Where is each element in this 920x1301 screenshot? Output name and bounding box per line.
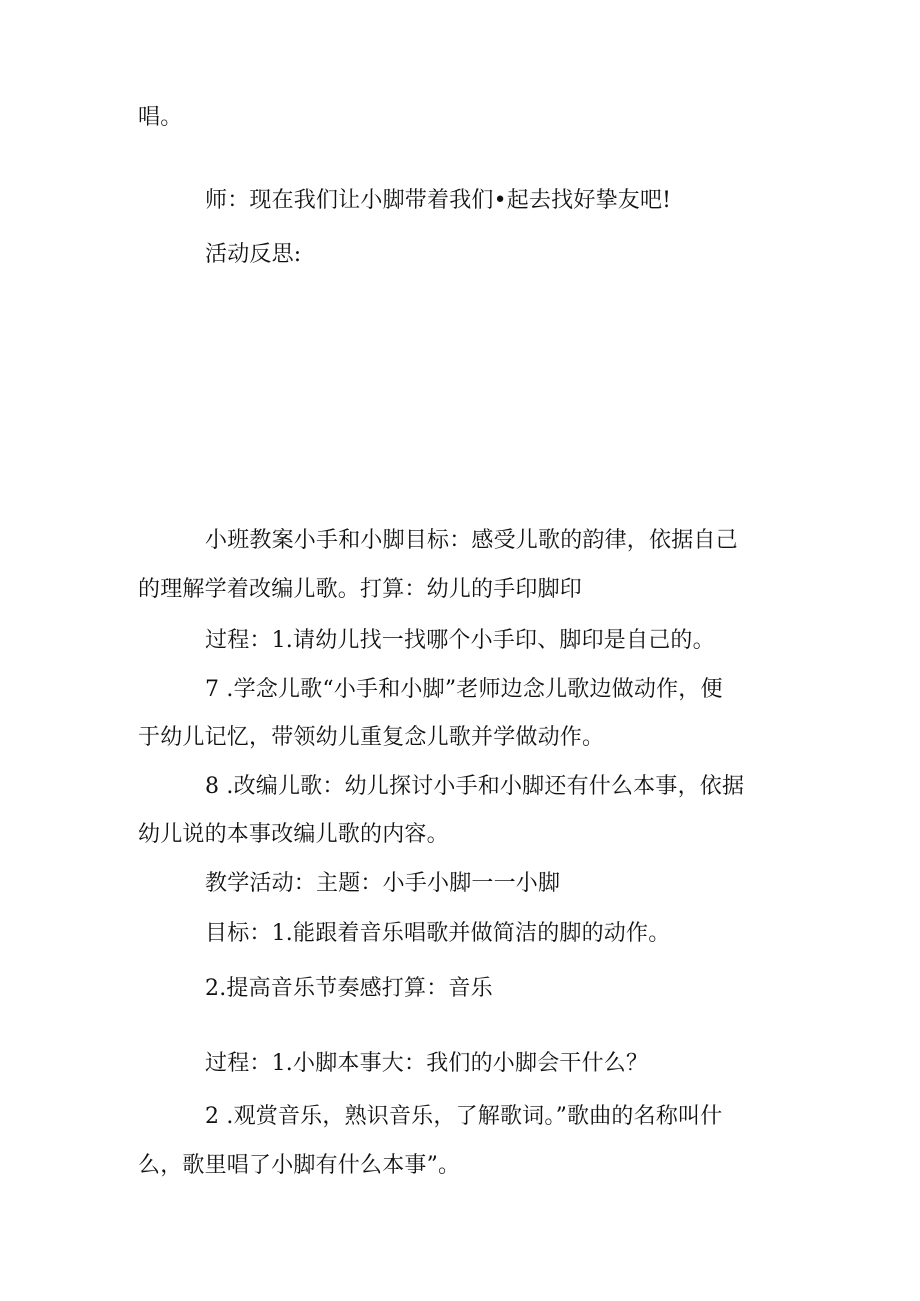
text-line-step-7a: 7 .学念儿歌“小手和小脚”老师边念儿歌边做动作，便 (205, 677, 723, 702)
text-line-lesson-goal-2: 的理解学着改编儿歌。打算：幼儿的手印脚印 (138, 577, 583, 602)
text-line-step-7b: 于幼儿记忆，带领幼儿重复念儿歌并学做动作。 (138, 725, 605, 750)
text-line-process-2-1: 过程：1.小脚本事大：我们的小脚会干什么？ (205, 1051, 649, 1076)
text-line-step-8a: 8 .改编儿歌：幼儿探讨小手和小脚还有什么本事，依据 (205, 774, 745, 799)
text-line-process-2-2b: 么，歌里唱了小脚有什么本事”。 (138, 1153, 461, 1178)
text-line-goal-2: 2.提高音乐节奏感打算：音乐 (205, 976, 493, 1001)
text-line-step-8b: 幼儿说的本事改编儿歌的内容。 (138, 822, 449, 847)
text-line-chang: 唱。 (138, 105, 183, 130)
text-line-lesson-goal-1: 小班教案小手和小脚目标：感受儿歌的韵律，依据自己 (205, 528, 738, 553)
text-line-process-2-2a: 2 .观赏音乐，熟识音乐，了解歌词。”歌曲的名称叫什 (205, 1104, 723, 1129)
text-line-teaching-activity: 教学活动：主题：小手小脚一一小脚 (205, 871, 561, 896)
text-line-activity-reflection: 活动反思: (205, 242, 302, 267)
text-line-process-1: 过程：1.请幼儿找一找哪个小手印、脚印是自己的。 (205, 628, 715, 653)
text-line-teacher-speech: 师：现在我们让小脚带着我们•起去找好挚友吧! (205, 188, 672, 213)
text-line-goal-1: 目标：1.能跟着音乐唱歌并做简洁的脚的动作。 (205, 921, 671, 946)
